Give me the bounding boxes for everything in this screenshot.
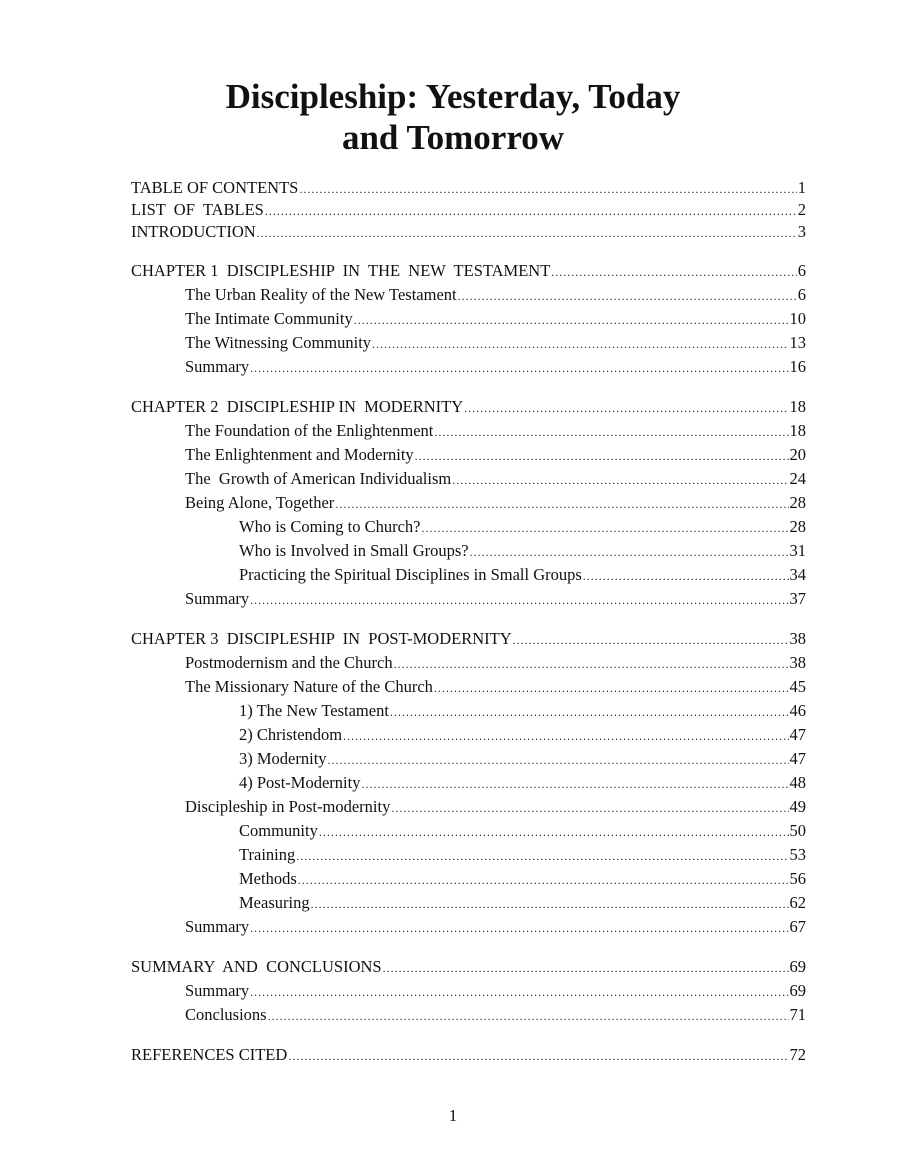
toc-entry-page: 47 (789, 749, 806, 768)
dot-leader (319, 820, 789, 844)
dot-leader (343, 724, 788, 748)
toc-entry-page: 34 (789, 565, 806, 584)
toc-entry-label: SUMMARY AND CONCLUSIONS (131, 957, 382, 976)
toc-entry-list-of-tables (131, 199, 806, 221)
toc-entry-page: 28 (789, 517, 806, 536)
toc-entry-page: 6 (797, 285, 806, 304)
toc-entry-page: 67 (789, 917, 806, 936)
toc-entry-label: Measuring (239, 893, 310, 912)
toc-entry-page: 72 (789, 1045, 806, 1064)
toc-entry-label: INTRODUCTION (131, 222, 256, 241)
toc-entry (131, 443, 806, 467)
toc-entry-label: The Intimate Community (185, 309, 353, 328)
toc-entry-references-cited (131, 1043, 806, 1067)
toc-entry-page: 20 (789, 445, 806, 464)
dot-leader (311, 892, 789, 916)
toc-entry-page: 56 (789, 869, 806, 888)
toc-entry-label: Community (239, 821, 318, 840)
toc-entry-table-of-contents (131, 177, 806, 199)
toc-entry-label: Summary (185, 917, 250, 936)
toc-entry-page: 53 (789, 845, 806, 864)
dot-leader (257, 222, 797, 244)
toc-entry-chapter-3 (131, 627, 806, 651)
toc-entry-label: The Foundation of the Enlightenment (185, 421, 434, 440)
toc-entry-label: LIST OF TABLES (131, 200, 264, 219)
toc-entry-label: Conclusions (185, 1005, 267, 1024)
title-line-1: Discipleship: Yesterday, Today (225, 77, 681, 116)
toc-entry-label: Summary (185, 981, 250, 1000)
dot-leader (513, 628, 789, 652)
dot-leader (458, 284, 797, 308)
toc-entry (131, 419, 806, 443)
toc-entry-page: 28 (789, 493, 806, 512)
toc-entry-page: 38 (789, 629, 806, 648)
toc-entry (131, 915, 806, 939)
toc-entry-chapter-1 (131, 259, 806, 283)
toc-entry-label: The Urban Reality of the New Testament (185, 285, 457, 304)
toc-entry-page: 31 (789, 541, 806, 560)
title-line-2: and Tomorrow (341, 118, 565, 157)
toc-entry-label: CHAPTER 1 DISCIPLESHIP IN THE NEW TESTAMENT (131, 261, 551, 280)
toc-entry-label: Summary (185, 589, 250, 608)
dot-leader (288, 1044, 788, 1068)
toc-entry (131, 891, 806, 915)
toc-entry-label: The Missionary Nature of the Church (185, 677, 433, 696)
toc-entry (131, 563, 806, 587)
dot-leader (250, 980, 788, 1004)
toc-entry-page: 13 (789, 333, 806, 352)
toc-entry-page: 69 (789, 981, 806, 1000)
dot-leader (394, 652, 789, 676)
toc-entry (131, 491, 806, 515)
toc-entry (131, 651, 806, 675)
dot-leader (250, 916, 788, 940)
toc-entry (131, 699, 806, 723)
dot-leader (299, 178, 796, 200)
toc-entry-page: 2 (797, 200, 806, 219)
toc-entry (131, 539, 806, 563)
toc-entry-label: Being Alone, Together (185, 493, 335, 512)
toc-entry-page: 1 (797, 178, 806, 197)
toc-entry-label: 1) The New Testament (239, 701, 389, 720)
dot-leader (583, 564, 789, 588)
toc-entry (131, 979, 806, 1003)
dot-leader (383, 956, 789, 980)
toc-entry-page: 18 (789, 397, 806, 416)
toc-entry-label: 2) Christendom (239, 725, 343, 744)
dot-leader (361, 772, 788, 796)
toc-entry-label: Summary (185, 357, 250, 376)
toc-entry-page: 38 (789, 653, 806, 672)
toc-entry-chapter-2 (131, 395, 806, 419)
toc-entry-label: 4) Post-Modernity (239, 773, 361, 792)
toc-entry-page: 3 (797, 222, 806, 241)
toc-entry-page: 10 (789, 309, 806, 328)
toc-entry-page: 16 (789, 357, 806, 376)
toc-entry-page: 48 (789, 773, 806, 792)
document-title (0, 76, 906, 158)
toc-entry-page: 69 (789, 957, 806, 976)
dot-leader (265, 200, 797, 222)
toc-entry (131, 283, 806, 307)
toc-entry-label: The Growth of American Individualism (185, 469, 452, 488)
toc-entry-page: 45 (789, 677, 806, 696)
toc-entry-page: 62 (789, 893, 806, 912)
toc-entry (131, 675, 806, 699)
toc-entry (131, 587, 806, 611)
toc-entry-page: 50 (789, 821, 806, 840)
toc-entry-label: Who is Involved in Small Groups? (239, 541, 469, 560)
dot-leader (415, 444, 789, 468)
dot-leader (390, 700, 789, 724)
dot-leader (268, 1004, 789, 1028)
toc-entry (131, 467, 806, 491)
toc-entry (131, 331, 806, 355)
toc-entry-label: Practicing the Spiritual Disciplines in Small Groups (239, 565, 582, 584)
toc-entry (131, 795, 806, 819)
dot-leader (328, 748, 789, 772)
toc-entry-page: 6 (797, 261, 806, 280)
toc-entry (131, 747, 806, 771)
toc-entry-label: TABLE OF CONTENTS (131, 178, 299, 197)
toc-entry-label: Training (239, 845, 296, 864)
table-of-contents (131, 177, 806, 1067)
toc-entry-label: Who is Coming to Church? (239, 517, 421, 536)
page-number: 1 (448, 1106, 458, 1125)
dot-leader (250, 588, 788, 612)
toc-entry-page: 24 (789, 469, 806, 488)
toc-entry-label: 3) Modernity (239, 749, 327, 768)
dot-leader (391, 796, 788, 820)
dot-leader (470, 540, 789, 564)
toc-entry (131, 843, 806, 867)
toc-entry-summary-and-conclusions (131, 955, 806, 979)
dot-leader (296, 844, 788, 868)
toc-entry-label: CHAPTER 3 DISCIPLESHIP IN POST-MODERNITY (131, 629, 512, 648)
toc-entry (131, 723, 806, 747)
toc-entry (131, 771, 806, 795)
dot-leader (551, 260, 796, 284)
toc-entry (131, 515, 806, 539)
dot-leader (335, 492, 788, 516)
toc-entry-label: The Enlightenment and Modernity (185, 445, 414, 464)
toc-entry-page: 71 (789, 1005, 806, 1024)
toc-entry-page: 49 (789, 797, 806, 816)
dot-leader (298, 868, 789, 892)
dot-leader (354, 308, 789, 332)
toc-entry-page: 46 (789, 701, 806, 720)
toc-entry (131, 307, 806, 331)
toc-entry (131, 819, 806, 843)
toc-entry-page: 18 (789, 421, 806, 440)
toc-entry-label: REFERENCES CITED (131, 1045, 288, 1064)
dot-leader (250, 356, 788, 380)
toc-entry-label: Discipleship in Post-modernity (185, 797, 391, 816)
dot-leader (464, 396, 788, 420)
toc-entry-label: Postmodernism and the Church (185, 653, 393, 672)
dot-leader (434, 676, 789, 700)
toc-entry-label: CHAPTER 2 DISCIPLESHIP IN MODERNITY (131, 397, 464, 416)
toc-entry-page: 37 (789, 589, 806, 608)
dot-leader (434, 420, 788, 444)
toc-entry (131, 1003, 806, 1027)
dot-leader (452, 468, 788, 492)
toc-entry-label: Methods (239, 869, 297, 888)
dot-leader (372, 332, 788, 356)
toc-entry-label: The Witnessing Community (185, 333, 372, 352)
toc-entry (131, 867, 806, 891)
toc-entry-introduction (131, 221, 806, 243)
toc-entry (131, 355, 806, 379)
toc-entry-page: 47 (789, 725, 806, 744)
dot-leader (421, 516, 788, 540)
